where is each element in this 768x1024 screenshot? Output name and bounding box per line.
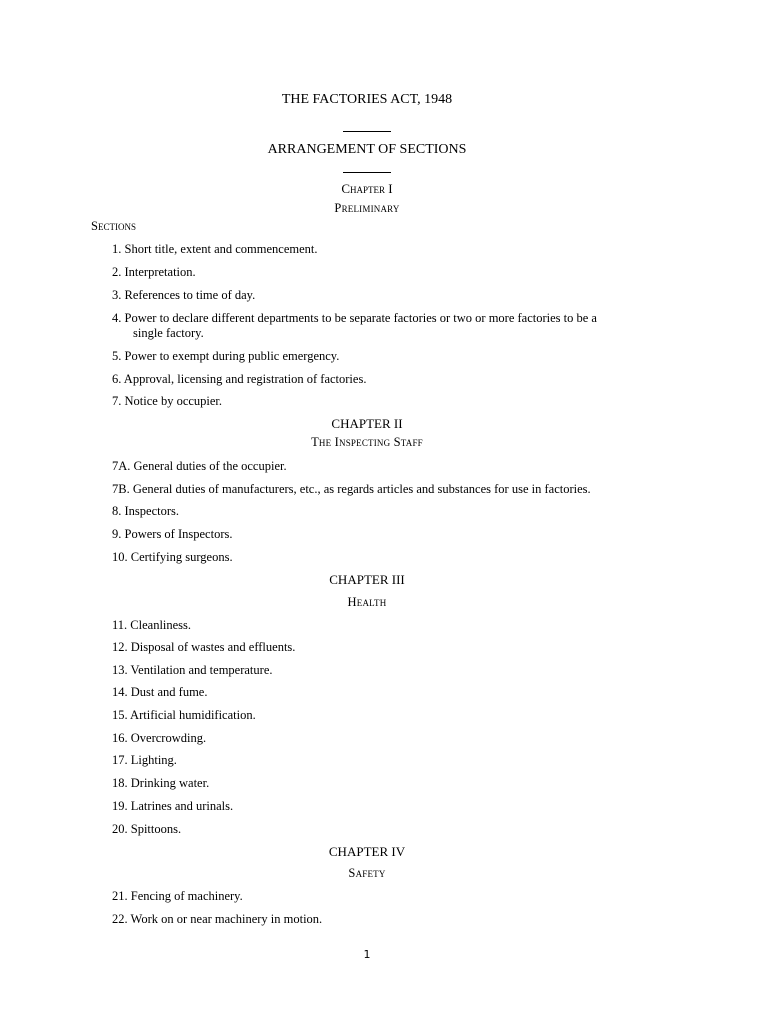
sections-label: Sections <box>91 219 136 233</box>
section-item: 9. Powers of Inspectors. <box>112 527 233 541</box>
section-item: 17. Lighting. <box>112 753 177 767</box>
section-item: 11. Cleanliness. <box>112 618 192 632</box>
page-number: 1 <box>363 948 371 961</box>
section-item: 21. Fencing of machinery. <box>112 889 243 903</box>
section-item: 12. Disposal of wastes and effluents. <box>112 640 296 654</box>
chapter-1-heading: Chapter I <box>341 181 393 196</box>
section-item: 15. Artificial humidification. <box>112 708 256 722</box>
section-item: 22. Work on or near machinery in motion. <box>112 912 323 926</box>
section-item <box>112 311 644 341</box>
section-item: 2. Interpretation. <box>112 265 196 279</box>
section-item: 7A. General duties of the occupier. <box>112 459 287 473</box>
chapter-2-subheading: The Inspecting Staff <box>311 435 423 449</box>
chapter-3-heading: CHAPTER III <box>329 572 405 587</box>
section-item: 16. Overcrowding. <box>112 731 207 745</box>
section-item: 3. References to time of day. <box>112 288 256 302</box>
section-item: 14. Dust and fume. <box>112 685 208 699</box>
act-title: THE FACTORIES ACT, 1948 <box>281 92 453 107</box>
section-item: 7B. General duties of manufacturers, etc., as regards articles and substances for use in factories. <box>112 482 591 496</box>
chapter-3-subheading: Health <box>347 595 387 609</box>
title-divider <box>343 131 391 132</box>
arrangement-title: ARRANGEMENT OF SECTIONS <box>267 142 467 157</box>
section-item: 13. Ventilation and temperature. <box>112 663 273 677</box>
section-item-text: 4. Power to declare different departments to be separate factories or two or more factories to be a <box>112 311 597 325</box>
section-item: 6. Approval, licensing and registration of factories. <box>112 372 367 386</box>
section-item: 20. Spittoons. <box>112 822 182 836</box>
section-item: 7. Notice by occupier. <box>112 394 223 408</box>
section-item: 8. Inspectors. <box>112 504 179 518</box>
section-item: 5. Power to exempt during public emergency. <box>112 349 340 363</box>
section-item: 1. Short title, extent and commencement. <box>112 242 318 256</box>
section-item: 18. Drinking water. <box>112 776 210 790</box>
chapter-4-heading: CHAPTER IV <box>328 844 406 859</box>
chapter-1-subheading: Preliminary <box>334 201 400 215</box>
chapter-4-subheading: Safety <box>348 866 386 880</box>
section-item: 19. Latrines and urinals. <box>112 799 234 813</box>
section-item-continuation: single factory. <box>133 326 204 340</box>
section-item: 10. Certifying surgeons. <box>112 550 233 564</box>
chapter-2-heading: CHAPTER II <box>331 416 403 431</box>
arrangement-divider <box>343 172 391 173</box>
